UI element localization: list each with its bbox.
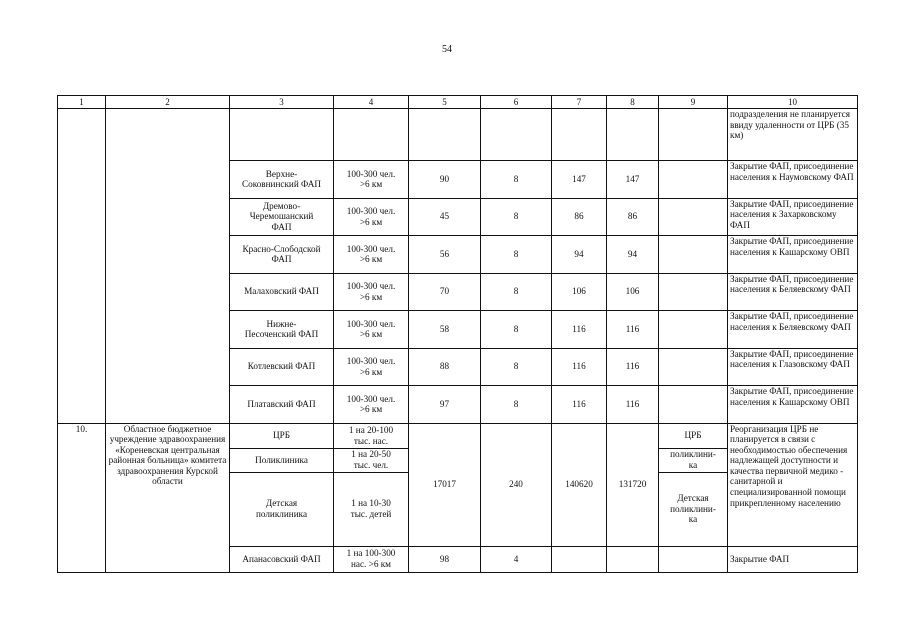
note-cell: Закрытие ФАП, присоединение населения к Наумовскому ФАП [728,161,858,199]
unit-name: ЦРБ [230,423,334,448]
empty-cell [607,109,659,161]
empty-cell [334,109,409,161]
value-cell: 131720 [607,423,659,546]
value-cell [552,546,607,572]
value-cell: 98 [409,546,481,572]
population-norm: 100-300 чел. >6 км [334,161,409,199]
empty-cell [659,161,728,199]
fap-name: Котлевский ФАП [230,348,334,386]
unit-name: Апанасовский ФАП [230,546,334,572]
value-cell: 8 [481,198,552,236]
value-cell: 116 [607,311,659,349]
value-cell: 70 [409,273,481,311]
population-norm: 100-300 чел. >6 км [334,273,409,311]
header-row [58,96,858,109]
value-cell: 240 [481,423,552,546]
empty-cell [409,109,481,161]
header-cell: 4 [334,96,409,109]
value-cell: 17017 [409,423,481,546]
value-cell: 45 [409,198,481,236]
fap-name: Малаховский ФАП [230,273,334,311]
empty-cell [106,109,230,424]
empty-cell [58,109,106,424]
header-cell: 1 [58,96,106,109]
unit-name: Поликлиника [230,448,334,472]
page-number: 54 [442,44,452,55]
population-norm: 1 на 10-30 тыс. детей [334,472,409,546]
population-norm: 1 на 20-50 тыс. чел. [334,448,409,472]
header-cell: 5 [409,96,481,109]
data-table [57,95,858,573]
population-norm: 100-300 чел. >6 км [334,311,409,349]
value-cell: 116 [552,348,607,386]
note-cell: подразделения не планируется ввиду удаленности от ЦРБ (35 км) [728,109,858,161]
value-cell: 106 [607,273,659,311]
population-norm: 100-300 чел. >6 км [334,348,409,386]
value-cell: 116 [607,348,659,386]
note-cell: Закрытие ФАП, присоединение населения к Беляевскому ФАП [728,273,858,311]
unit-type: Детская поликлини- ка [659,472,728,546]
population-norm: 100-300 чел. >6 км [334,236,409,274]
organization-name: Областное бюджетное учреждение здравоохранения «Кореневская центральная районная больница» комитета здравоохранения Курской области [106,423,230,572]
empty-cell [230,109,334,161]
fap-name: Нижне- Песоченский ФАП [230,311,334,349]
note-cell: Закрытие ФАП, присоединение населения к Беляевскому ФАП [728,311,858,349]
empty-cell [659,348,728,386]
value-cell: 8 [481,348,552,386]
value-cell: 88 [409,348,481,386]
empty-cell [481,109,552,161]
empty-cell [659,311,728,349]
value-cell: 4 [481,546,552,572]
note-cell: Закрытие ФАП [728,546,858,572]
value-cell: 8 [481,311,552,349]
value-cell: 140620 [552,423,607,546]
empty-cell [659,236,728,274]
note-cell: Закрытие ФАП, присоединение населения к Кашарскому ОВП [728,386,858,424]
population-norm: 100-300 чел. >6 км [334,386,409,424]
fap-name: Красно-Слободской ФАП [230,236,334,274]
value-cell: 8 [481,386,552,424]
value-cell: 90 [409,161,481,199]
empty-cell [552,109,607,161]
fap-name: Дремово- Черемошанский ФАП [230,198,334,236]
note-cell: Закрытие ФАП, присоединение населения к Кашарскому ОВП [728,236,858,274]
header-cell: 10 [728,96,858,109]
note-cell: Закрытие ФАП, присоединение населения к Глазовскому ФАП [728,348,858,386]
value-cell: 8 [481,273,552,311]
value-cell: 97 [409,386,481,424]
header-cell: 8 [607,96,659,109]
header-cell: 7 [552,96,607,109]
value-cell: 147 [607,161,659,199]
value-cell [659,546,728,572]
header-cell: 2 [106,96,230,109]
fap-name: Платавский ФАП [230,386,334,424]
empty-cell [659,386,728,424]
population-norm: 1 на 20-100 тыс. нас. [334,423,409,448]
value-cell: 106 [552,273,607,311]
continuation-row [58,109,858,161]
value-cell: 8 [481,236,552,274]
value-cell: 86 [607,198,659,236]
unit-name: Детская поликлиника [230,472,334,546]
note-cell: Реорганизация ЦРБ не планируется в связи с необходимостью обеспечения надлежащей доступности и качества первичной медико - санитарной и специализированной помощи прикрепленному населению [728,423,858,546]
value-cell: 116 [552,311,607,349]
unit-type: поликлини- ка [659,448,728,472]
unit-type: ЦРБ [659,423,728,448]
value-cell: 86 [552,198,607,236]
value-cell [607,546,659,572]
row-number: 10. [58,423,106,572]
note-cell: Закрытие ФАП, присоединение населения к Захарковскому ФАП [728,198,858,236]
value-cell: 116 [607,386,659,424]
value-cell: 58 [409,311,481,349]
value-cell: 56 [409,236,481,274]
empty-cell [659,198,728,236]
header-cell: 3 [230,96,334,109]
value-cell: 116 [552,386,607,424]
fap-name: Верхне- Соковнинский ФАП [230,161,334,199]
table-row [58,423,858,448]
value-cell: 94 [607,236,659,274]
header-cell: 9 [659,96,728,109]
empty-cell [659,273,728,311]
population-norm: 1 на 100-300 нас. >6 км [334,546,409,572]
empty-cell [659,109,728,161]
population-norm: 100-300 чел. >6 км [334,198,409,236]
value-cell: 147 [552,161,607,199]
value-cell: 8 [481,161,552,199]
header-cell: 6 [481,96,552,109]
value-cell: 94 [552,236,607,274]
